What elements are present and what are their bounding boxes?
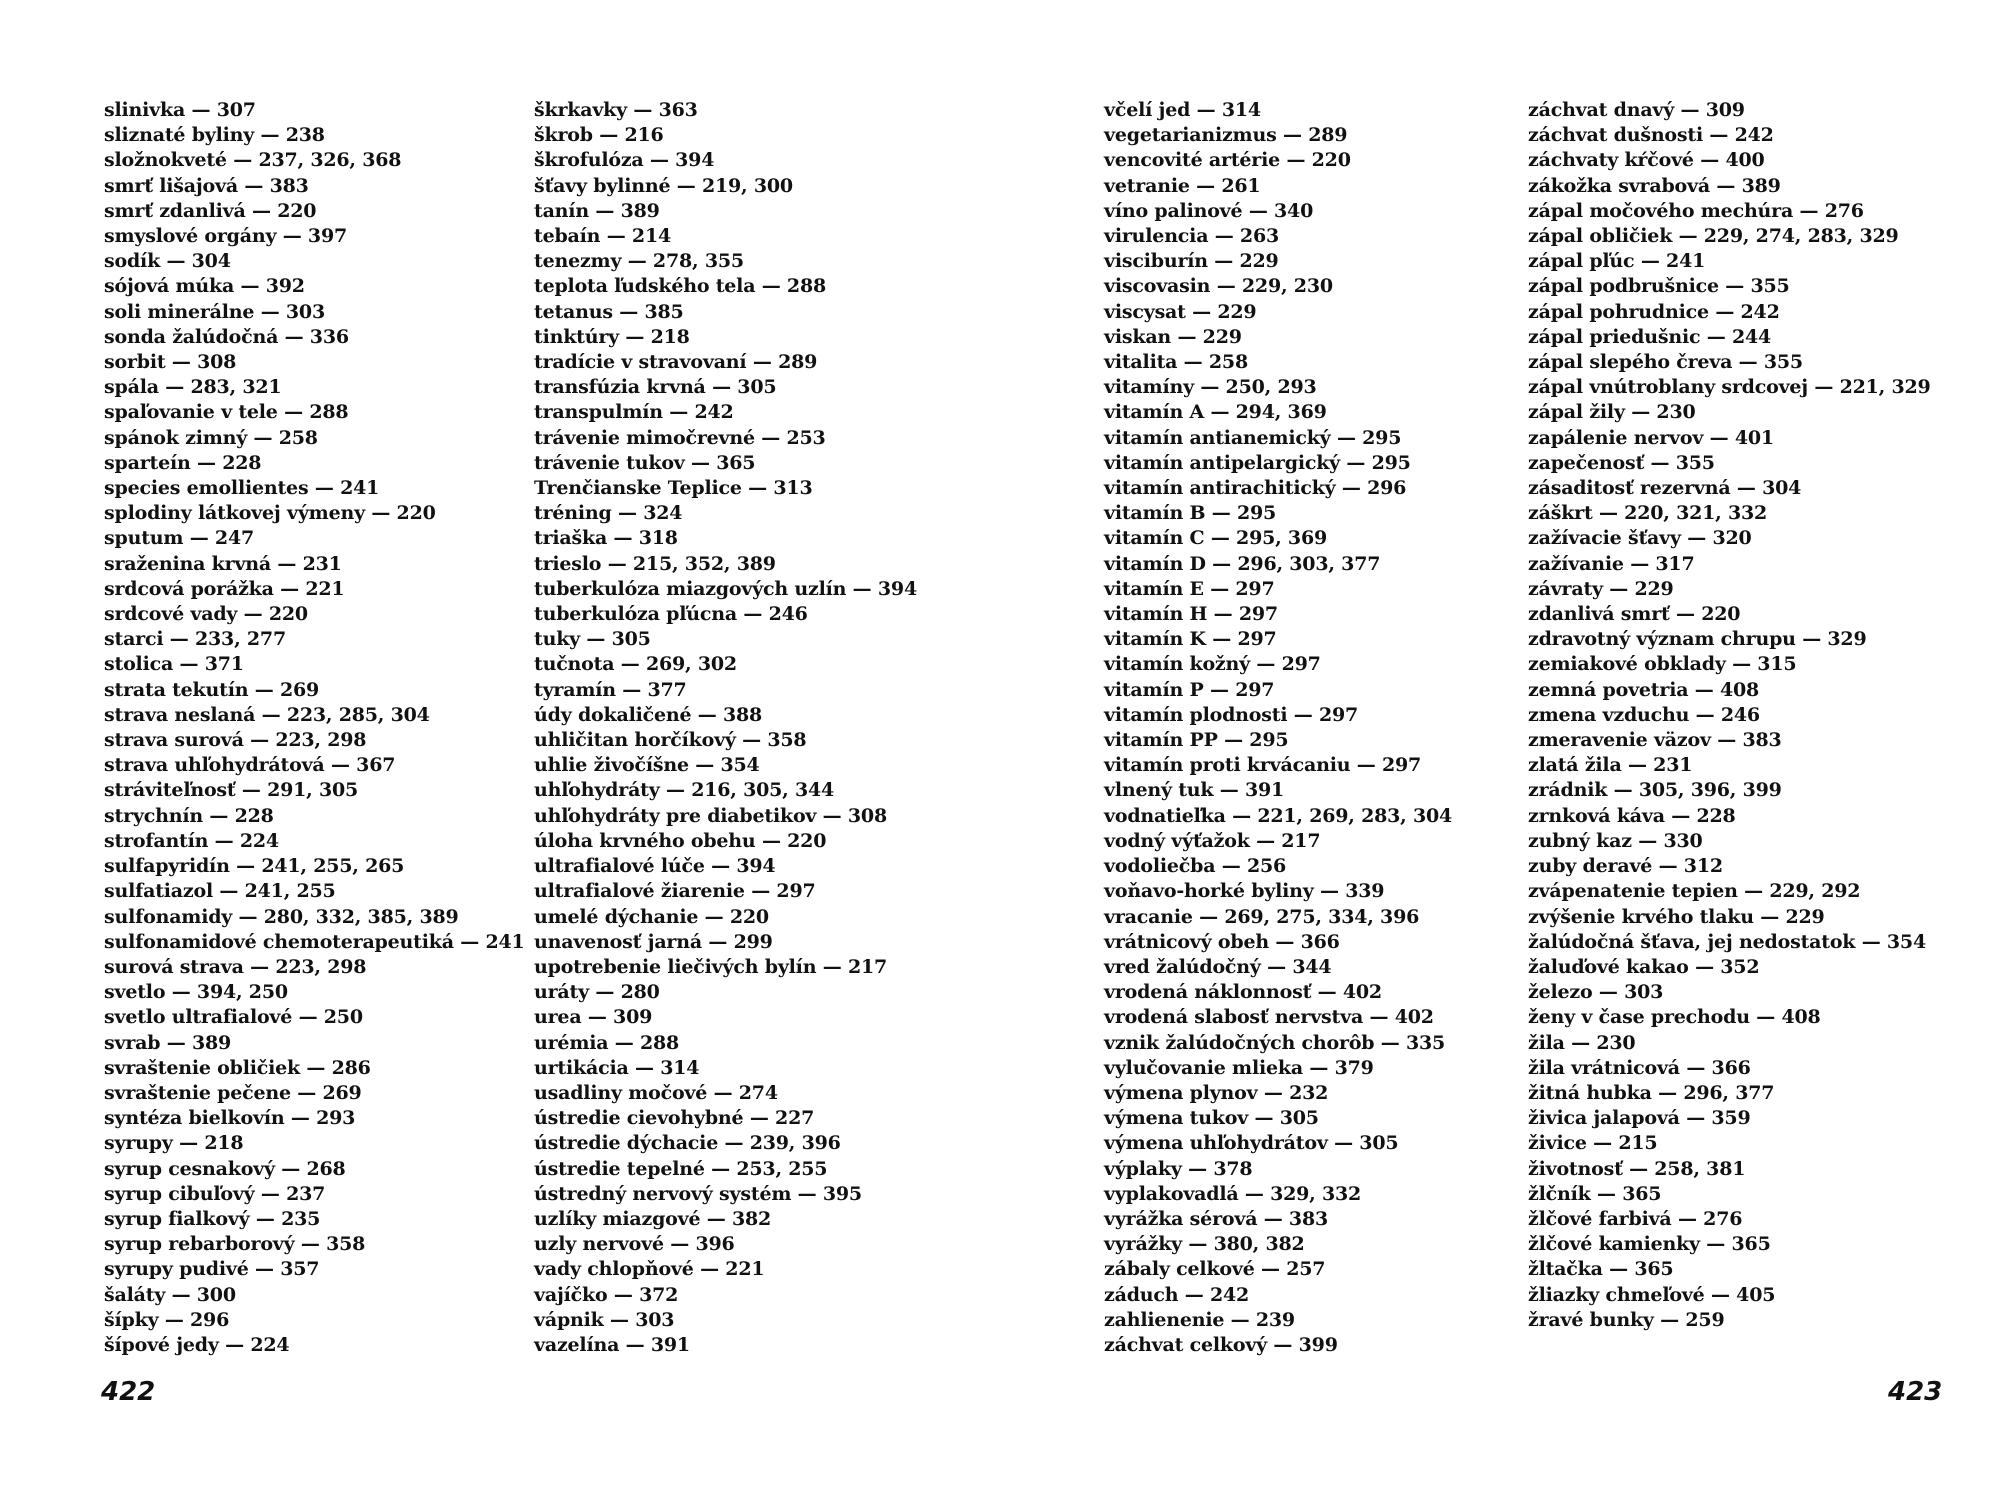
index-entry: vencovité artérie — 220 [1104, 149, 1351, 172]
index-entry: ústredný nervový systém — 395 [534, 1182, 862, 1205]
index-entry: splodiny látkovej výmeny — 220 [104, 502, 436, 525]
index-entry: tuberkulóza miazgových uzlín — 394 [534, 577, 917, 600]
index-entry: zemiakové obklady — 315 [1528, 653, 1797, 676]
index-entry: škrkavky — 363 [534, 99, 698, 121]
index-entry: svraštenie pečene — 269 [104, 1081, 362, 1104]
index-entry: usadliny močové — 274 [534, 1081, 778, 1104]
index-entry: tenezmy — 278, 355 [534, 250, 744, 273]
index-entry: uzly nervové — 396 [534, 1233, 735, 1256]
index-entry: vitamín kožný — 297 [1104, 653, 1321, 676]
index-entry: strava uhľohydrátová — 367 [104, 754, 396, 777]
index-entry: žlčové kamienky — 365 [1528, 1233, 1771, 1256]
index-entry: vápnik — 303 [534, 1308, 675, 1331]
index-entry: žalúdočná šťava, jej nedostatok — 354 [1528, 930, 1926, 953]
index-entry: záškrt — 220, 321, 332 [1528, 502, 1768, 525]
index-entry: ultrafialové žiarenie — 297 [534, 880, 816, 903]
index-column-3 [1104, 98, 1452, 1358]
index-entry: vitamín P — 297 [1104, 678, 1275, 701]
index-entry: škrob — 216 [534, 124, 664, 147]
index-entry: životnosť — 258, 381 [1528, 1157, 1746, 1180]
index-column-2 [534, 98, 917, 1358]
index-entry: záduch — 242 [1104, 1283, 1250, 1306]
index-entry: zdanlivá smrť — 220 [1528, 603, 1741, 626]
index-entry: vrodená náklonnosť — 402 [1104, 981, 1382, 1004]
index-entry: trávenie tukov — 365 [534, 451, 756, 474]
index-entry: zemná povetria — 408 [1528, 678, 1760, 701]
index-entry: tuky — 305 [534, 628, 651, 651]
page-number-left: 422 [101, 1377, 156, 1407]
index-entry: vylučovanie mlieka — 379 [1104, 1056, 1374, 1079]
index-entry: syntéza bielkovín — 293 [104, 1107, 356, 1130]
index-entry: zápal podbrušnice — 355 [1528, 275, 1790, 298]
index-entry: zažívanie — 317 [1528, 552, 1695, 575]
index-entry: záchvaty kŕčové — 400 [1528, 149, 1765, 172]
index-entry: záchvat dnavý — 309 [1528, 99, 1745, 121]
index-entry: uráty — 280 [534, 981, 660, 1004]
index-entry: zažívacie šťavy — 320 [1528, 527, 1752, 550]
index-entry: zábaly celkové — 257 [1104, 1258, 1326, 1281]
index-entry: trieslo — 215, 352, 389 [534, 552, 776, 575]
index-entry: žitná hubka — 296, 377 [1528, 1081, 1775, 1104]
index-entry: ústredie dýchacie — 239, 396 [534, 1132, 841, 1155]
index-entry: zrnková káva — 228 [1528, 804, 1736, 827]
index-entry: strava surová — 223, 298 [104, 729, 367, 752]
index-entry: zápal slepého čreva — 355 [1528, 351, 1803, 374]
index-entry: zvápenatenie tepien — 229, 292 [1528, 880, 1861, 903]
index-entry: vitamín antipelargický — 295 [1104, 451, 1411, 474]
index-entry: sputum — 247 [104, 527, 254, 550]
index-entry: šaláty — 300 [104, 1283, 236, 1306]
index-entry: vrodená slabosť nervstva — 402 [1104, 1006, 1434, 1029]
index-entry: soli minerálne — 303 [104, 300, 325, 323]
index-entry: víno palinové — 340 [1104, 199, 1314, 222]
index-entry: sulfapyridín — 241, 255, 265 [104, 855, 405, 878]
index-entry: vitamín B — 295 [1104, 502, 1277, 525]
index-entry: surová strava — 223, 298 [104, 955, 367, 978]
index-entry: transpulmín — 242 [534, 401, 734, 424]
index-entry: zápal obličiek — 229, 274, 283, 329 [1528, 225, 1899, 248]
index-entry: žila — 230 [1528, 1031, 1636, 1054]
index-entry: syrup fialkový — 235 [104, 1207, 321, 1230]
index-entry: zuby deravé — 312 [1528, 855, 1723, 878]
index-entry: tuberkulóza pľúcna — 246 [534, 603, 808, 626]
index-entry: zubný kaz — 330 [1528, 829, 1703, 852]
index-entry: syrupy — 218 [104, 1132, 244, 1155]
index-entry: vracanie — 269, 275, 334, 396 [1104, 905, 1420, 928]
index-entry: ústredie tepelné — 253, 255 [534, 1157, 828, 1180]
index-entry: sraženina krvná — 231 [104, 552, 342, 575]
index-entry: vitamín antirachitický — 296 [1104, 477, 1407, 500]
index-entry: vrátnicový obeh — 366 [1104, 930, 1340, 953]
index-entry: vitamíny — 250, 293 [1104, 376, 1317, 399]
index-entry: zápal priedušnic — 244 [1528, 325, 1772, 348]
index-entry: sorbit — 308 [104, 351, 237, 374]
index-entry: zmena vzduchu — 246 [1528, 703, 1760, 726]
index-entry: sulfonamidy — 280, 332, 385, 389 [104, 905, 459, 928]
index-entry: zapálenie nervov — 401 [1528, 426, 1774, 449]
index-entry: viscovasin — 229, 230 [1104, 275, 1333, 298]
index-entry: žliazky chmeľové — 405 [1528, 1283, 1776, 1306]
index-entry: tinktúry — 218 [534, 325, 690, 348]
index-entry: vitamín K — 297 [1104, 628, 1277, 651]
index-entry: včelí jed — 314 [1104, 99, 1261, 121]
index-entry: závraty — 229 [1528, 577, 1674, 600]
index-entry: zápal vnútroblany srdcovej — 221, 329 [1528, 376, 1931, 399]
index-entry: stolica — 371 [104, 653, 244, 676]
index-entry: ženy v čase prechodu — 408 [1528, 1006, 1821, 1029]
index-entry: transfúzia krvná — 305 [534, 376, 777, 399]
index-entry: vodoliečba — 256 [1104, 855, 1287, 878]
index-entry: zákožka svrabová — 389 [1528, 174, 1781, 197]
index-entry: uhlie živočíšne — 354 [534, 754, 760, 777]
index-entry: škrofulóza — 394 [534, 149, 715, 172]
index-entry: viskan — 229 [1104, 325, 1242, 348]
index-entry: teplota ľudského tela — 288 [534, 275, 826, 298]
index-entry: výmena plynov — 232 [1104, 1081, 1329, 1104]
index-entry: viscysat — 229 [1104, 300, 1257, 323]
index-column-4 [1528, 98, 1931, 1333]
index-entry: vitamín D — 296, 303, 377 [1104, 552, 1381, 575]
index-entry: vodný výťažok — 217 [1104, 829, 1321, 852]
index-entry: tanín — 389 [534, 199, 660, 222]
index-entry: sliznaté byliny — 238 [104, 124, 325, 147]
index-entry: Trenčianske Teplice — 313 [534, 477, 813, 500]
index-entry: zápal pohrudnice — 242 [1528, 300, 1780, 323]
index-entry: žltačka — 365 [1528, 1258, 1674, 1281]
index-entry: vodnatieľka — 221, 269, 283, 304 [1104, 804, 1453, 827]
index-entry: triaška — 318 [534, 527, 678, 550]
index-entry: údy dokaličené — 388 [534, 703, 763, 726]
index-entry: voňavo-horké byliny — 339 [1104, 880, 1385, 903]
index-entry: vyrážky — 380, 382 [1104, 1233, 1305, 1256]
index-entry: strofantín — 224 [104, 829, 279, 852]
index-entry: unavenosť jarná — 299 [534, 930, 773, 953]
index-entry: zásaditosť rezervná — 304 [1528, 477, 1802, 500]
index-entry: tučnota — 269, 302 [534, 653, 737, 676]
index-entry: vitamín proti krvácaniu — 297 [1104, 754, 1422, 777]
index-entry: stráviteľnosť — 291, 305 [104, 779, 359, 802]
index-entry: vitamín plodnosti — 297 [1104, 703, 1359, 726]
index-entry: šípky — 296 [104, 1308, 230, 1331]
index-entry: vyrážka sérová — 383 [1104, 1207, 1328, 1230]
index-entry: tréning — 324 [534, 502, 683, 525]
index-entry: species emollientes — 241 [104, 477, 380, 500]
page-number-right: 423 [1888, 1377, 1943, 1407]
index-entry: srdcové vady — 220 [104, 603, 308, 626]
index-entry: svetlo ultrafialové — 250 [104, 1006, 363, 1029]
index-entry: tradície v stravovaní — 289 [534, 351, 818, 374]
index-entry: urtikácia — 314 [534, 1056, 700, 1079]
index-entry: výplaky — 378 [1104, 1157, 1253, 1180]
index-entry: záchvat dušnosti — 242 [1528, 124, 1774, 147]
index-entry: ultrafialové lúče — 394 [534, 855, 776, 878]
index-entry: zápal žily — 230 [1528, 401, 1696, 424]
index-entry: umelé dýchanie — 220 [534, 905, 769, 928]
index-entry: vitamín PP — 295 [1104, 729, 1289, 752]
index-entry: vitamín E — 297 [1104, 577, 1275, 600]
index-entry: visciburín — 229 [1104, 250, 1279, 273]
index-entry: vady chlopňové — 221 [534, 1258, 765, 1281]
index-entry: sodík — 304 [104, 250, 231, 273]
index-entry: vazelína — 391 [534, 1333, 690, 1356]
index-entry: žravé bunky — 259 [1528, 1308, 1725, 1331]
index-entry: zrádnik — 305, 396, 399 [1528, 779, 1782, 802]
index-entry: syrup cesnakový — 268 [104, 1157, 346, 1180]
index-entry: starci — 233, 277 [104, 628, 286, 651]
index-entry: uhľohydráty pre diabetikov — 308 [534, 804, 887, 827]
index-entry: tyramín — 377 [534, 678, 687, 701]
index-entry: vyplakovadlá — 329, 332 [1104, 1182, 1362, 1205]
index-entry: vlnený tuk — 391 [1104, 779, 1285, 802]
index-entry: srdcová porážka — 221 [104, 577, 345, 600]
index-entry: tebaín — 214 [534, 225, 671, 248]
index-entry: vitamín C — 295, 369 [1104, 527, 1327, 550]
index-entry: sulfatiazol — 241, 255 [104, 880, 336, 903]
index-entry: úloha krvného obehu — 220 [534, 829, 827, 852]
index-entry: spaľovanie v tele — 288 [104, 401, 349, 424]
index-entry: vznik žalúdočných chorôb — 335 [1104, 1031, 1446, 1054]
index-column-1 [104, 98, 525, 1358]
index-entry: žlčové farbivá — 276 [1528, 1207, 1743, 1230]
index-entry: smyslové orgány — 397 [104, 225, 347, 248]
index-entry: trávenie mimočrevné — 253 [534, 426, 826, 449]
index-entry: zápal močového mechúra — 276 [1528, 199, 1864, 222]
index-entry: šípové jedy — 224 [104, 1333, 290, 1356]
index-entry: strata tekutín — 269 [104, 678, 320, 701]
index-entry: zmeravenie väzov — 383 [1528, 729, 1782, 752]
index-entry: složnokveté — 237, 326, 368 [104, 149, 402, 172]
index-entry: uhľohydráty — 216, 305, 344 [534, 779, 835, 802]
index-entry: živice — 215 [1528, 1132, 1658, 1155]
index-entry: sójová múka — 392 [104, 275, 305, 298]
index-entry: vajíčko — 372 [534, 1283, 679, 1306]
index-entry: urémia — 288 [534, 1031, 680, 1054]
index-entry: vitamín H — 297 [1104, 603, 1278, 626]
index-entry: zlatá žila — 231 [1528, 754, 1693, 777]
index-entry: syrup rebarborový — 358 [104, 1233, 366, 1256]
index-entry: železo — 303 [1528, 981, 1664, 1004]
index-entry: tetanus — 385 [534, 300, 684, 323]
index-entry: ústredie cievohybné — 227 [534, 1107, 815, 1130]
index-entry: urea — 309 [534, 1006, 653, 1029]
index-entry: svraštenie obličiek — 286 [104, 1056, 371, 1079]
index-entry: zvýšenie krvého tlaku — 229 [1528, 905, 1825, 928]
index-entry: vitamín antianemický — 295 [1104, 426, 1402, 449]
index-entry: spála — 283, 321 [104, 376, 282, 399]
index-entry: vred žalúdočný — 344 [1104, 955, 1332, 978]
index-entry: svetlo — 394, 250 [104, 981, 288, 1004]
index-entry: strava neslaná — 223, 285, 304 [104, 703, 430, 726]
index-entry: zdravotný význam chrupu — 329 [1528, 628, 1867, 651]
index-entry: vetranie — 261 [1104, 174, 1261, 197]
index-entry: záchvat celkový — 399 [1104, 1333, 1338, 1356]
index-entry: sonda žalúdočná — 336 [104, 325, 349, 348]
index-entry: upotrebenie liečivých bylín — 217 [534, 955, 888, 978]
index-entry: výmena uhľohydrátov — 305 [1104, 1132, 1399, 1155]
index-entry: svrab — 389 [104, 1031, 232, 1054]
index-entry: zápal pľúc — 241 [1528, 250, 1706, 273]
index-entry: strychnín — 228 [104, 804, 274, 827]
index-entry: živica jalapová — 359 [1528, 1107, 1751, 1130]
index-entry: žila vrátnicová — 366 [1528, 1056, 1751, 1079]
index-entry: smrť zdanlivá — 220 [104, 199, 317, 222]
index-entry: vitamín A — 294, 369 [1104, 401, 1327, 424]
index-entry: uhličitan horčíkový — 358 [534, 729, 807, 752]
index-entry: žlčník — 365 [1528, 1182, 1662, 1205]
index-entry: sulfonamidové chemoterapeutiká — 241 [104, 930, 525, 953]
index-entry: smrť lišajová — 383 [104, 174, 309, 197]
index-entry: syrup cibuľový — 237 [104, 1182, 326, 1205]
index-entry: sparteín — 228 [104, 451, 262, 474]
index-entry: slinivka — 307 [104, 99, 256, 121]
index-entry: zapečenosť — 355 [1528, 451, 1715, 474]
index-entry: vegetarianizmus — 289 [1104, 124, 1348, 147]
index-entry: vitalita — 258 [1104, 351, 1248, 374]
index-entry: šťavy bylinné — 219, 300 [534, 174, 793, 197]
index-entry: výmena tukov — 305 [1104, 1107, 1319, 1130]
index-entry: spánok zimný — 258 [104, 426, 318, 449]
index-entry: žaluďové kakao — 352 [1528, 955, 1760, 978]
index-entry: virulencia — 263 [1104, 225, 1279, 248]
index-entry: syrupy pudivé — 357 [104, 1258, 320, 1281]
index-entry: uzlíky miazgové — 382 [534, 1207, 772, 1230]
index-entry: zahlienenie — 239 [1104, 1308, 1295, 1331]
